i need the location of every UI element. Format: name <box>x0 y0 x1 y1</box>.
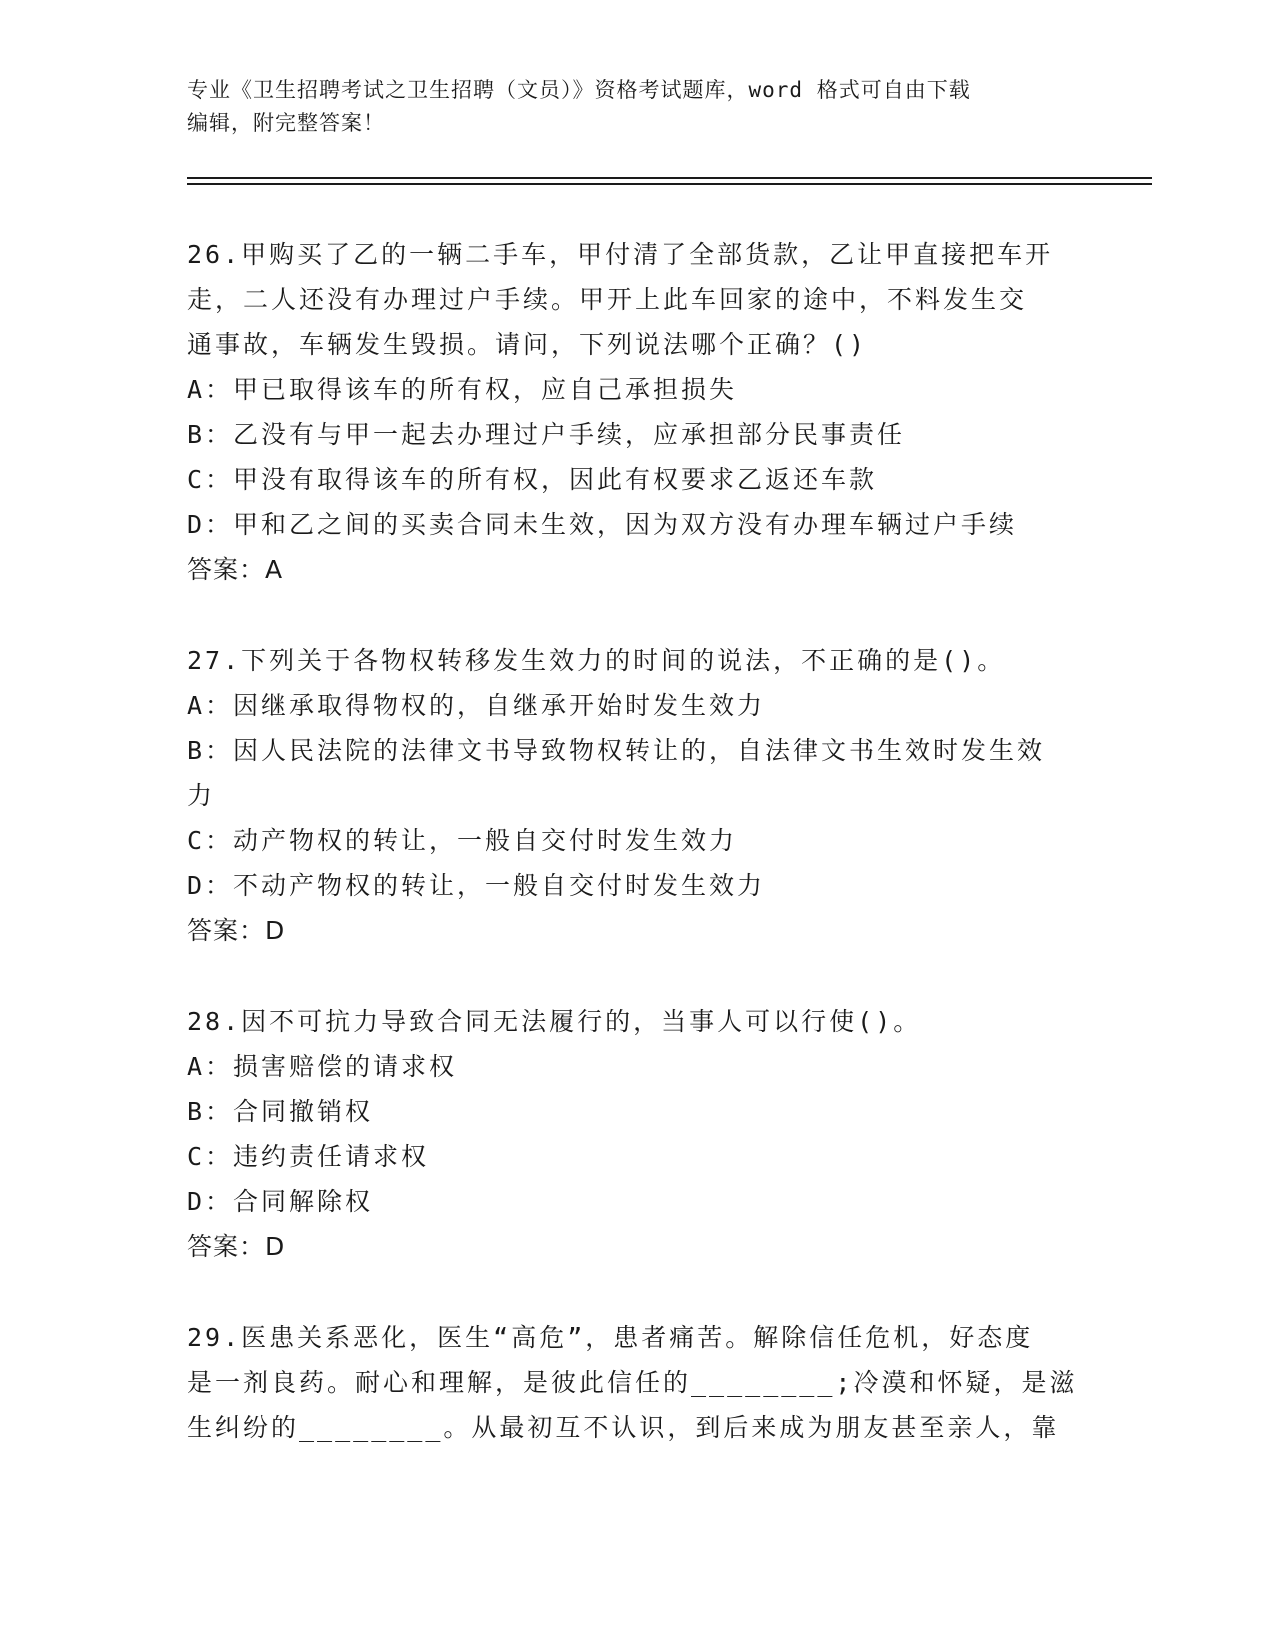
option-d: D：不动产物权的转让，一般自交付时发生效力 <box>187 871 766 900</box>
answer: 答案：D <box>187 1232 286 1261</box>
header-line-2: 编辑，附完整答案！ <box>187 111 385 135</box>
option-b: B：合同撤销权 <box>187 1097 374 1126</box>
question-stem-line: 生纠纷的________。从最初互不认识，到后来成为朋友甚至亲人，靠 <box>187 1413 1060 1442</box>
option-d: D：合同解除权 <box>187 1187 374 1216</box>
question-stem-line: 走，二人还没有办理过户手续。甲开上此车回家的途中，不料发生交 <box>187 285 1028 314</box>
option-c: C：动产物权的转让，一般自交付时发生效力 <box>187 826 738 855</box>
question-28 <box>187 999 1087 1270</box>
question-stem-line: 27.下列关于各物权转移发生效力的时间的说法，不正确的是()。 <box>187 646 1006 675</box>
header-line-1: 专业《卫生招聘考试之卫生招聘（文员）》资格考试题库，word 格式可自由下载 <box>187 78 971 102</box>
option-a: A：损害赔偿的请求权 <box>187 1052 458 1081</box>
document-header <box>187 74 1087 140</box>
question-stem-line: 26.甲购买了乙的一辆二手车，甲付清了全部货款，乙让甲直接把车开 <box>187 240 1054 269</box>
header-divider-top <box>187 177 1152 179</box>
option-b: B：因人民法院的法律文书导致物权转让的，自法律文书生效时发生效 <box>187 736 1046 765</box>
question-list <box>187 232 1087 1450</box>
question-stem-line: 通事故，车辆发生毁损。请问，下列说法哪个正确？() <box>187 330 868 359</box>
question-stem-line: 28.因不可抗力导致合同无法履行的，当事人可以行使()。 <box>187 1007 922 1036</box>
spacer <box>187 954 1087 999</box>
question-27 <box>187 638 1087 954</box>
option-a: A：因继承取得物权的，自继承开始时发生效力 <box>187 691 766 720</box>
question-stem-line: 是一剂良药。耐心和理解，是彼此信任的________;冷漠和怀疑，是滋 <box>187 1368 1078 1397</box>
header-divider-bottom <box>187 183 1152 185</box>
question-stem-line: 29.医患关系恶化，医生“高危”，患者痛苦。解除信任危机，好态度 <box>187 1323 1034 1352</box>
answer: 答案：A <box>187 555 284 584</box>
option-b: B：乙没有与甲一起去办理过户手续，应承担部分民事责任 <box>187 420 906 449</box>
question-29 <box>187 1315 1087 1450</box>
spacer <box>187 1270 1087 1315</box>
spacer <box>187 593 1087 638</box>
option-a: A：甲已取得该车的所有权，应自己承担损失 <box>187 375 738 404</box>
answer: 答案：D <box>187 916 286 945</box>
option-b-continued: 力 <box>187 781 216 810</box>
option-c: C：甲没有取得该车的所有权，因此有权要求乙返还车款 <box>187 465 878 494</box>
option-c: C：违约责任请求权 <box>187 1142 430 1171</box>
question-26 <box>187 232 1087 593</box>
option-d: D：甲和乙之间的买卖合同未生效，因为双方没有办理车辆过户手续 <box>187 510 1018 539</box>
